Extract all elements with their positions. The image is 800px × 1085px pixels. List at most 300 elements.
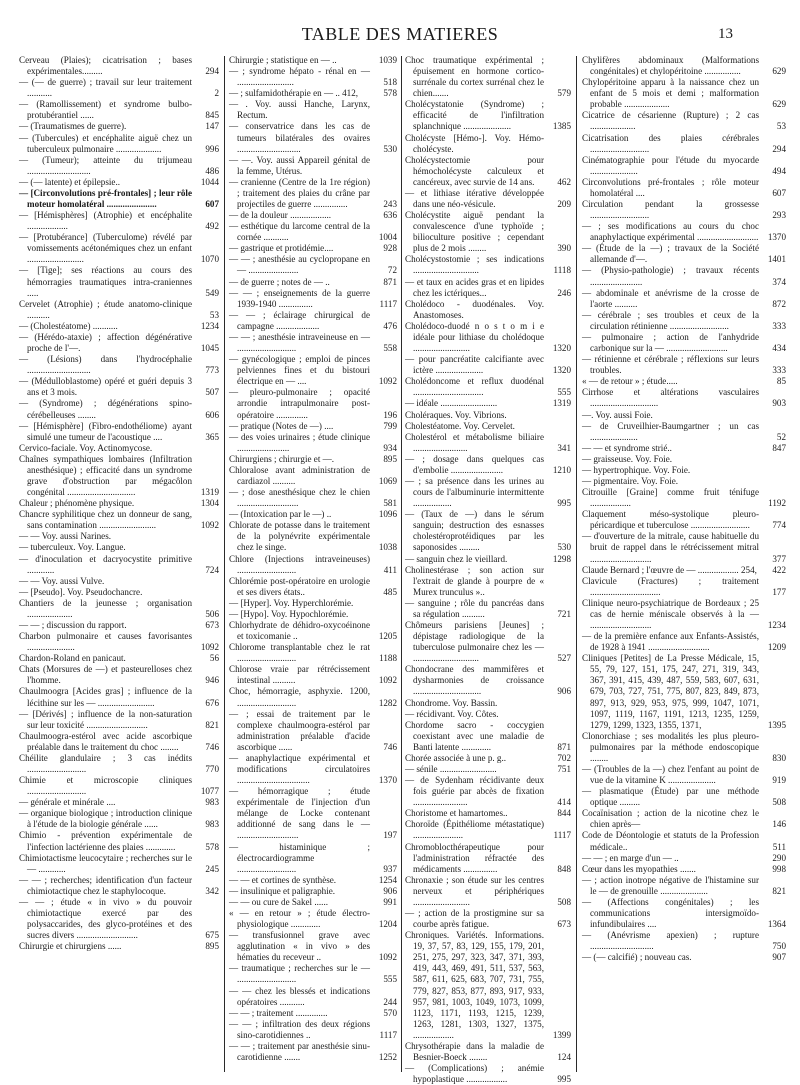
index-entry-text: — sénile ......................... xyxy=(405,764,497,774)
index-entry xyxy=(405,808,571,819)
index-entry xyxy=(582,465,786,476)
index-entry xyxy=(229,155,397,177)
index-entry-page: 494 xyxy=(772,165,786,176)
index-entry-text: — [Hyper]. Voy. Hyperchlorémie. xyxy=(229,597,354,608)
index-entry-text: — abdominale et anévrisme de la crosse de l'aorte .......... xyxy=(582,287,759,309)
index-entry xyxy=(405,321,571,354)
index-entry xyxy=(405,554,571,565)
index-entry-text: Chirurgie et chirurgiens ...... xyxy=(19,941,122,952)
index-entry-text: Chromoblocthérapeutique pour l'administration réfractée des médicaments ............... xyxy=(405,841,544,874)
index-entry-page: 56 xyxy=(209,653,219,664)
index-entry-text: — ; action de la prostigmine sur sa courbe après fatigue. xyxy=(405,908,544,930)
running-title: TABLE DES MATIERES xyxy=(301,24,499,44)
index-entry-page: 1004 xyxy=(378,232,397,243)
index-entry xyxy=(582,454,786,465)
index-entry xyxy=(229,886,397,897)
index-entry-text: — rétinienne et cérébrale ; réflexions sur leurs troubles. xyxy=(582,354,759,376)
index-entry xyxy=(582,930,786,952)
index-entry-text: — — et syndrome strié.. xyxy=(582,442,672,453)
index-entry-page: 578 xyxy=(383,88,397,99)
index-entry-text: — (— de guerre) ; travail sur leur traitement ........... xyxy=(19,77,192,99)
index-entry-page: 995 xyxy=(557,1074,571,1085)
index-entry-page: 629 xyxy=(772,66,786,77)
index-entry xyxy=(582,133,786,155)
index-entry xyxy=(229,986,397,1008)
index-entry-text: — organique biologique ; introduction clinique à l'étude de la biologie générale ...... xyxy=(19,808,192,830)
index-entry xyxy=(229,454,397,465)
index-entry-text: Charbon pulmonaire et causes favorisantes ..................... xyxy=(19,631,192,653)
index-entry-text: Chantiers de la jeunesse ; organisation .................... xyxy=(19,597,192,619)
index-entry-text: — récidivant. Voy. Côtes. xyxy=(405,708,499,719)
index-entry-page: 1117 xyxy=(379,298,397,309)
index-entry xyxy=(582,310,786,332)
index-entry xyxy=(582,110,786,132)
index-entry xyxy=(229,908,397,930)
index-entry-text: — d'inoculation et dacryocystite primitive ............ xyxy=(19,553,192,575)
index-entry-text: Cholestéatome. Voy. Cervelet. xyxy=(405,420,515,431)
index-entry-page: 1370 xyxy=(767,232,786,243)
index-entry-page: 530 xyxy=(383,143,397,154)
index-entry-page: 773 xyxy=(205,365,219,376)
index-entry xyxy=(405,133,571,155)
index-entry-text: Cliniques [Petites] de La Presse Médicale, 15, 55, 79, 127, 151, 175, 247, 271, 319, 343, 367, 391, 415, 439, 487, 559, 583, 607, 631, 679, 703, 727, 751, 775, 807, 823, 849, 873, 897, 913, 929, 953, 975, 999, 1047, 1071, 1097, 1119, 1167, 1191, 1213, 1235, 1259, 1279, 1299, 1323, 1355, 1371, xyxy=(582,653,759,730)
index-entry-page: 147 xyxy=(205,121,219,132)
index-entry-text: — — ; recherches; identification d'un facteur chimiotactique chez le staphylocoque. xyxy=(19,874,192,896)
index-entry-text: — histaminique ; électrocardiogramme .......................... xyxy=(229,841,370,874)
index-entry-text: Circulation pendant la grossesse .......................... xyxy=(582,199,759,221)
index-entry-page: 511 xyxy=(772,841,786,852)
index-entry xyxy=(19,332,219,354)
index-entry xyxy=(405,354,571,376)
index-entry xyxy=(405,155,571,188)
index-entry-page: 636 xyxy=(383,210,397,221)
index-entry-text: Choristome et hamartomes.. xyxy=(405,808,508,819)
index-entry-page: 1192 xyxy=(768,498,786,509)
index-entry-text: — (Médulloblastome) opéré et guéri depuis 3 ans et 3 mois. xyxy=(19,376,192,398)
index-entry-text: — — ; étude « in vivo » du pouvoir chimiotactique exercé par des polysaccarides, des glyco-protéines et des sucres divers ........................... xyxy=(19,896,192,941)
index-entry xyxy=(19,232,219,265)
index-entry-page: 558 xyxy=(383,343,397,354)
index-entry-text: Chats (Morsures de —) et pasteurelloses chez l'homme. xyxy=(19,664,192,686)
index-entry xyxy=(229,387,397,420)
index-column-3 xyxy=(405,55,571,1085)
index-entry-text: — . Voy. aussi Hanche, Larynx, Rectum. xyxy=(229,99,370,121)
index-entry-text: Code de Déontologie et statuts de la Profession médicale.. xyxy=(582,830,759,852)
index-entry-text: Chlorose vraie par rétrécissement intestinal .......... xyxy=(229,664,370,686)
index-entry-page: 518 xyxy=(383,77,397,88)
index-entry-page: 1117 xyxy=(379,1029,397,1040)
index-entry xyxy=(405,930,571,1041)
index-entry-page: 751 xyxy=(557,764,571,774)
index-entry-page: 1234 xyxy=(767,619,786,630)
index-entry-text: Chylopéritoine apparu à la naissance chez un enfant de 5 mois et demi ; malformation probable .................... xyxy=(582,77,759,110)
index-entry xyxy=(19,133,219,155)
index-entry-page: 821 xyxy=(205,719,219,730)
index-entry xyxy=(582,631,786,653)
index-entry xyxy=(229,465,397,487)
index-entry-page: 1370 xyxy=(378,775,397,786)
index-entry xyxy=(19,77,219,99)
index-entry xyxy=(582,265,786,287)
index-entry-page: 676 xyxy=(205,697,219,708)
index-entry-text: — de la première enfance aux Enfants-Assistés, de 1928 à 1941 ........................... xyxy=(582,631,759,653)
index-entry-page: 1204 xyxy=(378,919,397,930)
index-entry-text: Chlorate de potasse dans le traitement de la polynévrite expérimentale chez le singe. xyxy=(229,520,370,553)
index-entry xyxy=(405,709,571,720)
index-entry xyxy=(229,221,397,243)
index-entry-text: — (Troubles de la —) chez l'enfant au point de vue de la vitamine K ..................... xyxy=(582,764,759,786)
index-entry-page: 1092 xyxy=(378,675,397,686)
index-entry-page: 507 xyxy=(205,387,219,398)
index-entry-text: Chlorémie post-opératoire en urologie et ses divers états.. xyxy=(229,575,370,597)
index-entry xyxy=(582,376,786,387)
index-entry-text: Chondocrane des mammifères et dysharmonies de croissance .............................. xyxy=(405,664,544,697)
index-entry-text: Chorée associée à une p. g.. xyxy=(405,752,507,763)
index-entry-page: 607 xyxy=(205,199,219,210)
index-entry xyxy=(405,875,571,908)
index-entry-text: — — ; en marge d'un — .. xyxy=(582,852,679,863)
index-entry xyxy=(229,1019,397,1041)
index-entry-text: Citrouille [Graine] comme fruit ténifuge .................. xyxy=(582,487,759,509)
index-entry-page: 1205 xyxy=(378,631,397,642)
index-entry-text: Cocaïnisation ; action de la nicotine chez le chien après— xyxy=(582,808,759,830)
index-entry-text: Claude Bernard ; l'œuvre de — .................. 254, xyxy=(582,564,757,575)
index-entry xyxy=(229,243,397,254)
index-entry-page: 390 xyxy=(557,243,571,254)
index-entry-text: — de guerre ; notes de — .. xyxy=(229,276,330,287)
index-entry-text: — hypertrophique. Voy. Foie. xyxy=(582,464,691,475)
index-entry-page: 1210 xyxy=(552,464,571,475)
index-entry-text: — esthétique du larcome central de la cornée ........... xyxy=(229,221,370,243)
index-entry-page: 1092 xyxy=(378,952,397,963)
index-entry-text: Chéilite glandulaire ; 3 cas inédits .......................... xyxy=(19,752,192,774)
index-entry xyxy=(229,709,397,753)
index-entry xyxy=(405,254,571,276)
index-entry-text: — — ; anesthésie intraveineuse en — .......................... xyxy=(229,331,370,354)
index-entry-text: — plasmatique (Étude) par une méthode optique ......... xyxy=(582,786,759,808)
index-entry-page: 907 xyxy=(772,952,786,963)
index-entry-text: — de la douleur .................. xyxy=(229,210,332,221)
index-entry xyxy=(19,775,219,797)
index-entry-text: — (Syndrome) ; dégénérations spino-cérébelleuses ........ xyxy=(19,398,192,420)
index-entry xyxy=(19,753,219,775)
index-entry-text: — — ou cure de Sakel ...... xyxy=(229,896,328,907)
index-entry-text: Cœur dans les myopathies ....... xyxy=(582,863,696,874)
index-entry xyxy=(229,121,397,154)
index-entry-page: 486 xyxy=(205,165,219,176)
index-entry xyxy=(582,177,786,199)
index-entry-text: Cholécystite aiguë pendant la convalescence d'une typhoïde ; bilioculture positive ; cependant plus de 2 mois ........ xyxy=(405,210,544,254)
index-entry-text: —. Voy. aussi Foie. xyxy=(582,409,653,420)
index-entry xyxy=(229,210,397,221)
index-entry-page: 508 xyxy=(557,896,571,907)
index-entry-text: Clavicule (Fractures) ; traitement ............................... xyxy=(582,575,759,597)
index-entry xyxy=(19,853,219,875)
index-entry-page: 1399 xyxy=(552,1029,571,1040)
index-entry-text: Chaînes sympathiques lombaires (Infiltration anesthésique) ; efficacité dans un syndrome grave d'obstruction par mégacôlon congénital .............................. xyxy=(19,453,192,498)
index-entry-text: Clonorchiase ; ses modalités les plus pleuro-pulmonaires par la méthode endoscopique ........ xyxy=(582,730,759,763)
index-entry-page: 895 xyxy=(205,941,219,952)
index-entry-text: — ; ses modifications au cours du choc anaphylactique expérimental ........................... xyxy=(582,221,759,243)
index-entry-text: — et lithiase itérative développée dans une néo-vésicule. xyxy=(405,187,544,210)
index-entry-page: 530 xyxy=(557,542,571,553)
index-entry-text: Chondrome. Voy. Bassin. xyxy=(405,697,498,708)
index-entry-text: — [Hémisphères] (Atrophie) et encéphalite .................. xyxy=(19,210,192,232)
index-entry xyxy=(582,897,786,930)
index-entry-page: 1092 xyxy=(200,520,219,531)
index-entry xyxy=(405,99,571,132)
index-entry xyxy=(19,554,219,576)
index-entry xyxy=(19,443,219,454)
index-entry xyxy=(582,443,786,454)
index-entry xyxy=(405,764,571,775)
index-entry xyxy=(229,554,397,576)
index-entry xyxy=(405,476,571,509)
index-entry-page: 570 xyxy=(383,1007,397,1018)
index-entry xyxy=(229,254,397,276)
index-entry-text: Chimio - prévention expérimentale de l'infection lactérienne des plaies ............. xyxy=(19,830,192,852)
index-entry xyxy=(19,808,219,830)
index-entry-text: — (Tubercules) et encéphalite aiguë chez un tuberculeux pulmonaire .................... xyxy=(19,132,192,154)
index-entry-text: — (Intoxication par le —) .. xyxy=(229,509,332,520)
index-entry xyxy=(19,398,219,420)
index-entry-text: Cervelet (Atrophie) ; étude anatomo-clinique .......... xyxy=(19,298,192,320)
index-entry-text: Chronaxie ; son étude sur les centres nerveux et périphériques ......................... xyxy=(405,874,544,907)
index-entry-page: 991 xyxy=(383,896,397,907)
index-entry-text: — traumatique ; recherches sur le — .......................... xyxy=(229,963,370,985)
index-entry-text: — (— latente) et épilepsie.. xyxy=(19,176,121,187)
index-entry xyxy=(405,410,571,421)
index-entry-text: — — ; enseignements de la guerre 1939-1940 ............... xyxy=(229,287,370,309)
index-entry-page: 579 xyxy=(557,88,571,99)
index-entry-text: Cholécystostomie ; ses indications ............................. xyxy=(405,254,544,276)
index-entry-page: 998 xyxy=(772,863,786,874)
index-entry xyxy=(582,387,786,409)
index-entry-text: — pratique (Notes de —) .... xyxy=(229,420,334,431)
index-entry-page: 1401 xyxy=(767,254,786,265)
index-entry xyxy=(19,188,219,210)
index-entry-page: 197 xyxy=(383,830,397,841)
index-entry-text: — pour pancréatite calcifiante avec ictère ..................... xyxy=(405,354,544,376)
index-entry-text: — graisseuse. Voy. Foie. xyxy=(582,453,673,464)
index-entry xyxy=(19,941,219,952)
index-entry-text: — idéale ......................... xyxy=(405,398,498,409)
index-entry-text: — [Circonvolutions pré-frontales] ; leur rôle moteur homolatéral ...................... xyxy=(19,187,192,210)
index-entry-page: 506 xyxy=(205,608,219,619)
index-entry-text: — (Anévrisme apexien) ; rupture ............................ xyxy=(582,930,759,952)
index-entry-page: 333 xyxy=(772,320,786,331)
index-entry-text: Cholécystectomie pour hémocholécyste calculeux et cancéreux, avec survie de 14 ans. xyxy=(405,154,544,187)
index-entry-text: Choroïde (Épithéliome métastatique) ...................... xyxy=(405,819,544,841)
index-entry-text: — (Tumeur); atteinte du trijumeau ............................ xyxy=(19,154,192,176)
index-entry-text: — ; syndrome hépato - rénal en — ......................... xyxy=(229,66,370,88)
index-entry xyxy=(19,686,219,708)
index-entry-page: 1209 xyxy=(767,642,786,653)
index-entry-text: — pulmonaire ; action de l'anhydride carbonique sur la — ........................... xyxy=(582,331,759,354)
index-entry xyxy=(582,476,786,487)
index-entry-text: — et taux en acides gras et en lipides chez les ictériques... xyxy=(405,276,544,298)
index-entry-text: Cicatrice de césarienne (Rupture) ; 2 cas .................... xyxy=(582,110,759,132)
index-entry-page: 578 xyxy=(205,841,219,852)
index-entry xyxy=(19,653,219,664)
index-entry xyxy=(582,830,786,852)
index-entry xyxy=(229,88,397,99)
index-entry-text: — ; sulfamidothérapie en — .. 412, xyxy=(229,88,359,99)
index-entry xyxy=(405,698,571,709)
index-entry-page: 243 xyxy=(383,199,397,210)
index-entry xyxy=(19,709,219,731)
index-entry-page: 1117 xyxy=(553,830,571,841)
index-entry xyxy=(405,819,571,841)
index-entry xyxy=(19,421,219,443)
index-entry-page: 606 xyxy=(205,409,219,420)
index-entry-page: 374 xyxy=(772,276,786,287)
index-entry-text: — d'ouverture de la mitrale, cause habituelle du bruit de rappel dans le rétrécissement mitral ........................... xyxy=(582,531,759,564)
index-entry-page: 848 xyxy=(557,863,571,874)
index-entry-text: — — ; anesthésie au cyclopropane en — ...................... xyxy=(229,254,370,276)
index-entry-text: — transfusionnel grave avec agglutination « in vivo » des hématies du receveur .. xyxy=(229,930,370,963)
index-entry-page: 377 xyxy=(772,553,786,564)
index-entry-text: — sanguin chez le vieillard. xyxy=(405,553,508,564)
index-entry xyxy=(19,498,219,509)
index-entry-text: — — ; traitement par anesthésie sinu-carotidienne ....... xyxy=(229,1040,370,1063)
index-entry-page: 85 xyxy=(776,376,786,387)
index-entry xyxy=(19,55,219,77)
index-entry-page: 177 xyxy=(772,586,786,597)
index-entry-page: 845 xyxy=(205,110,219,121)
index-entry xyxy=(229,55,397,66)
index-entry-text: — (Ramollissement) et syndrome bulbo-protubérantiel ...... xyxy=(19,99,192,121)
index-entry-text: Cirrhose et altérations vasculaires .............................. xyxy=(582,387,759,409)
index-entry xyxy=(405,188,571,210)
index-entry xyxy=(19,631,219,653)
index-entry-text: — tuberculeux. Voy. Langue. xyxy=(19,542,126,553)
index-entry-text: — pleuro-pulmonaire ; opacité arrondie intrapulmonaire post-opératoire .............. xyxy=(229,387,370,420)
index-entry-page: 675 xyxy=(205,930,219,941)
index-entry-page: 770 xyxy=(205,764,219,774)
index-entry-page: 294 xyxy=(205,66,219,77)
index-entry xyxy=(582,786,786,808)
index-entry xyxy=(229,609,397,620)
index-entry xyxy=(229,421,397,432)
index-entry-page: 996 xyxy=(205,143,219,154)
index-entry xyxy=(19,177,219,188)
index-entry xyxy=(19,509,219,531)
index-entry-text: — [Hémisphère] (Fibro-endothéliome) ayant simulé une tumeur de l'acoustique .... xyxy=(19,420,192,442)
index-column-2 xyxy=(229,55,397,1077)
index-entry xyxy=(405,277,571,299)
index-entry-page: 341 xyxy=(557,442,571,453)
index-entry-page: 244 xyxy=(383,996,397,1007)
index-entry xyxy=(229,686,397,708)
index-entry-text: — ; dosage dans quelques cas d'embolie ....................... xyxy=(405,453,544,475)
index-entry xyxy=(229,288,397,310)
index-entry xyxy=(582,731,786,764)
index-entry-page: 293 xyxy=(772,210,786,221)
index-entry xyxy=(229,520,397,553)
index-entry xyxy=(229,875,397,886)
index-entry xyxy=(229,963,397,985)
index-entry-page: 934 xyxy=(383,442,397,453)
index-entry-text: Chrysothérapie dans la maladie de Besnier-Boeck ........ xyxy=(405,1040,544,1063)
index-entry-text: Chômeurs parisiens [Jeunes] ; dépistage radiologique de la tuberculose pulmonaire chez les — ............................. xyxy=(405,619,544,664)
index-entry xyxy=(582,354,786,376)
index-entry-page: 872 xyxy=(772,298,786,309)
index-entry-page: 906 xyxy=(383,885,397,896)
index-entry-text: — —. Voy. aussi Appareil génital de la femme, Utérus. xyxy=(229,154,370,176)
index-entry-page: 527 xyxy=(557,653,571,664)
index-entry-text: Chlorome transplantable chez le rat .......................... xyxy=(229,642,370,664)
index-entry xyxy=(582,243,786,265)
index-entry-page: 830 xyxy=(772,752,786,763)
index-entry-text: — — chez les blessés et indications opératoires ........... xyxy=(229,985,370,1007)
index-entry xyxy=(582,576,786,598)
index-entry-text: — (Cholestéatome) ........... xyxy=(19,320,118,331)
index-entry-text: Cholédoncome et reflux duodénal ............................... xyxy=(405,376,544,398)
index-entry xyxy=(405,664,571,697)
index-entry-page: 1319 xyxy=(200,487,219,498)
index-entry-page: 246 xyxy=(557,287,571,298)
index-entry-page: 946 xyxy=(205,675,219,686)
index-entry-text: — [Hypo]. Voy. Hypochlorémie. xyxy=(229,608,349,619)
index-entry-text: Chimie et microscopie cliniques .......................... xyxy=(19,775,192,797)
index-entry xyxy=(229,354,397,387)
index-entry xyxy=(229,310,397,332)
index-entry xyxy=(582,288,786,310)
index-entry-page: 1044 xyxy=(200,176,219,187)
index-entry xyxy=(405,421,571,432)
index-entry xyxy=(582,487,786,509)
index-entry-page: 555 xyxy=(557,387,571,398)
index-entry xyxy=(405,842,571,875)
index-column-1 xyxy=(19,55,219,1077)
index-entry-text: Circonvolutions pré-frontales ; rôle moteur homolatéral .... xyxy=(582,176,759,198)
index-entry xyxy=(405,1041,571,1063)
index-entry-page: 422 xyxy=(772,564,786,575)
index-entry-text: — anaphylactique expérimental et modifications circulatoires ................................ xyxy=(229,752,370,786)
index-entry-text: Cholinestérase ; son action sur l'extrait de glande à pourpre de « Murex trunculus ».. xyxy=(405,564,544,597)
index-entry-text: Choc traumatique expérimental ; épuisement en hormone cortico-surrénale du cortex surrénal chez le chien....... xyxy=(405,55,544,99)
index-entry xyxy=(405,908,571,930)
index-entry-text: — gastrique et protidémie.... xyxy=(229,243,334,254)
index-entry xyxy=(19,598,219,620)
index-entry xyxy=(405,210,571,254)
index-entry xyxy=(582,155,786,177)
index-entry-page: 983 xyxy=(205,797,219,808)
index-entry xyxy=(582,410,786,421)
index-entry-text: Cerveau (Plaies); cicatrisation ; bases expérimentales......... xyxy=(19,55,192,77)
index-entry xyxy=(229,576,397,598)
index-entry xyxy=(582,875,786,897)
index-entry-page: 508 xyxy=(772,797,786,808)
index-entry xyxy=(229,509,397,520)
index-entry-page: 871 xyxy=(383,276,397,287)
index-entry-page: 1077 xyxy=(200,786,219,797)
index-entry-text: — — ; infiltration des deux régions sino-carotidiennes .. xyxy=(229,1018,370,1040)
index-entry-page: 746 xyxy=(205,741,219,752)
index-entry-page: 702 xyxy=(557,752,571,763)
index-entry xyxy=(229,1041,397,1063)
index-entry-page: 342 xyxy=(205,885,219,896)
index-entry-page: 146 xyxy=(772,819,786,830)
index-entry xyxy=(19,210,219,232)
index-entry xyxy=(582,864,786,875)
index-entry-page: 1070 xyxy=(200,254,219,265)
index-entry-page: 2 xyxy=(214,88,219,99)
index-entry-page: 724 xyxy=(205,564,219,575)
index-entry xyxy=(19,897,219,941)
index-entry-text: Cholédoco-duodé n o s t o m i e idéale pour lithiase du cholédoque ......................... xyxy=(405,320,544,354)
